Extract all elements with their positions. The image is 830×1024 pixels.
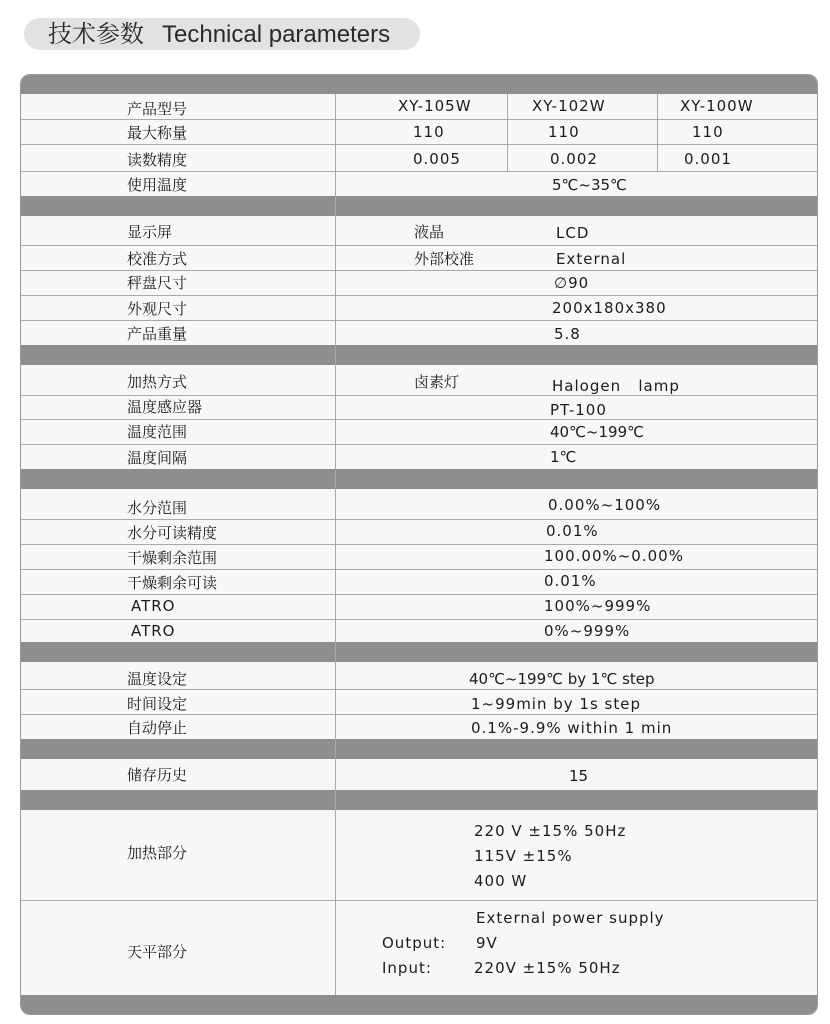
heating-method-cn: 卤素灯	[414, 373, 460, 391]
capacity-100w: 110	[692, 123, 724, 141]
weight-value: 5.8	[554, 325, 581, 343]
section-band	[21, 790, 817, 810]
capacity-102w: 110	[548, 123, 580, 141]
balance-input-label: Input:	[382, 959, 432, 977]
temp-interval-value: 1℃	[550, 448, 577, 466]
moisture-read-value: 0.01%	[546, 522, 599, 540]
section-band	[21, 739, 817, 759]
section-band	[21, 642, 817, 662]
weight-label: 产品重量	[127, 325, 188, 343]
section-band	[21, 995, 817, 1014]
dry-range-label: 干燥剩余范围	[127, 549, 218, 567]
readability-label: 读数精度	[127, 151, 188, 169]
atro-label-2: ATRO	[131, 622, 176, 640]
page-title-en: Technical parameters	[162, 21, 391, 48]
auto-stop-value: 0.1%-9.9% within 1 min	[471, 719, 673, 737]
sensor-value: PT-100	[550, 401, 607, 419]
display-label: 显示屏	[127, 223, 173, 241]
temp-range-value: 40℃~199℃	[550, 423, 644, 441]
calibration-label: 校准方式	[127, 250, 188, 268]
atro-label-1: ATRO	[131, 597, 176, 615]
dimensions-label: 外观尺寸	[127, 300, 188, 318]
heating-part-label: 加热部分	[127, 844, 188, 862]
auto-stop-label: 自动停止	[127, 719, 188, 737]
temp-use-value: 5℃~35℃	[552, 176, 627, 194]
balance-output-value: 9V	[476, 934, 498, 952]
atro-value-2: 0%~999%	[544, 622, 631, 640]
dry-read-value: 0.01%	[544, 572, 597, 590]
moisture-range-label: 水分范围	[127, 499, 188, 517]
display-cn: 液晶	[414, 223, 445, 241]
pan-value: ∅90	[554, 274, 590, 292]
temp-interval-label: 温度间隔	[127, 449, 188, 467]
capacity-105w: 110	[413, 123, 445, 141]
page-title-cn: 技术参数	[48, 20, 144, 48]
pan-label: 秤盘尺寸	[127, 274, 188, 292]
moisture-read-label: 水分可读精度	[127, 524, 218, 542]
spec-table	[20, 74, 818, 1015]
heating-part-value-2: 115V ±15%	[474, 847, 573, 865]
sensor-label: 温度感应器	[127, 398, 203, 416]
moisture-range-value: 0.00%~100%	[548, 496, 662, 514]
section-band	[21, 196, 817, 216]
readability-102w: 0.002	[550, 150, 598, 168]
calibration-en: External	[556, 250, 627, 268]
history-value: 15	[569, 767, 589, 785]
balance-output-label: Output:	[382, 934, 447, 952]
section-band	[21, 469, 817, 489]
model-label: 产品型号	[127, 100, 188, 118]
model-102w: XY-102W	[532, 97, 606, 115]
balance-input-value: 220V ±15% 50Hz	[474, 959, 621, 977]
page-title	[48, 19, 390, 50]
readability-105w: 0.005	[413, 150, 461, 168]
temp-use-label: 使用温度	[127, 176, 188, 194]
dry-range-value: 100.00%~0.00%	[544, 547, 684, 565]
section-band	[21, 75, 817, 94]
dimensions-value: 200x180x380	[552, 299, 667, 317]
history-label: 储存历史	[127, 766, 188, 784]
section-band	[21, 345, 817, 365]
calibration-cn: 外部校准	[414, 250, 475, 268]
heating-method-en: Halogen lamp	[552, 377, 680, 395]
balance-power: External power supply	[476, 909, 665, 927]
time-set-value: 1~99min by 1s step	[471, 695, 641, 713]
readability-100w: 0.001	[684, 150, 732, 168]
heating-part-value-1: 220 V ±15% 50Hz	[474, 822, 627, 840]
atro-value-1: 100%~999%	[544, 597, 652, 615]
temp-set-value: 40℃~199℃ by 1℃ step	[469, 670, 655, 688]
temp-set-label: 温度设定	[127, 670, 188, 688]
time-set-label: 时间设定	[127, 695, 188, 713]
balance-part-label: 天平部分	[127, 943, 188, 961]
model-105w: XY-105W	[398, 97, 472, 115]
display-en: LCD	[556, 224, 590, 242]
model-100w: XY-100W	[680, 97, 754, 115]
dry-read-label: 干燥剩余可读	[127, 574, 218, 592]
temp-range-label: 温度范围	[127, 423, 188, 441]
capacity-label: 最大称量	[127, 124, 188, 142]
heating-method-label: 加热方式	[127, 373, 188, 391]
heating-part-value-3: 400 W	[474, 872, 528, 890]
